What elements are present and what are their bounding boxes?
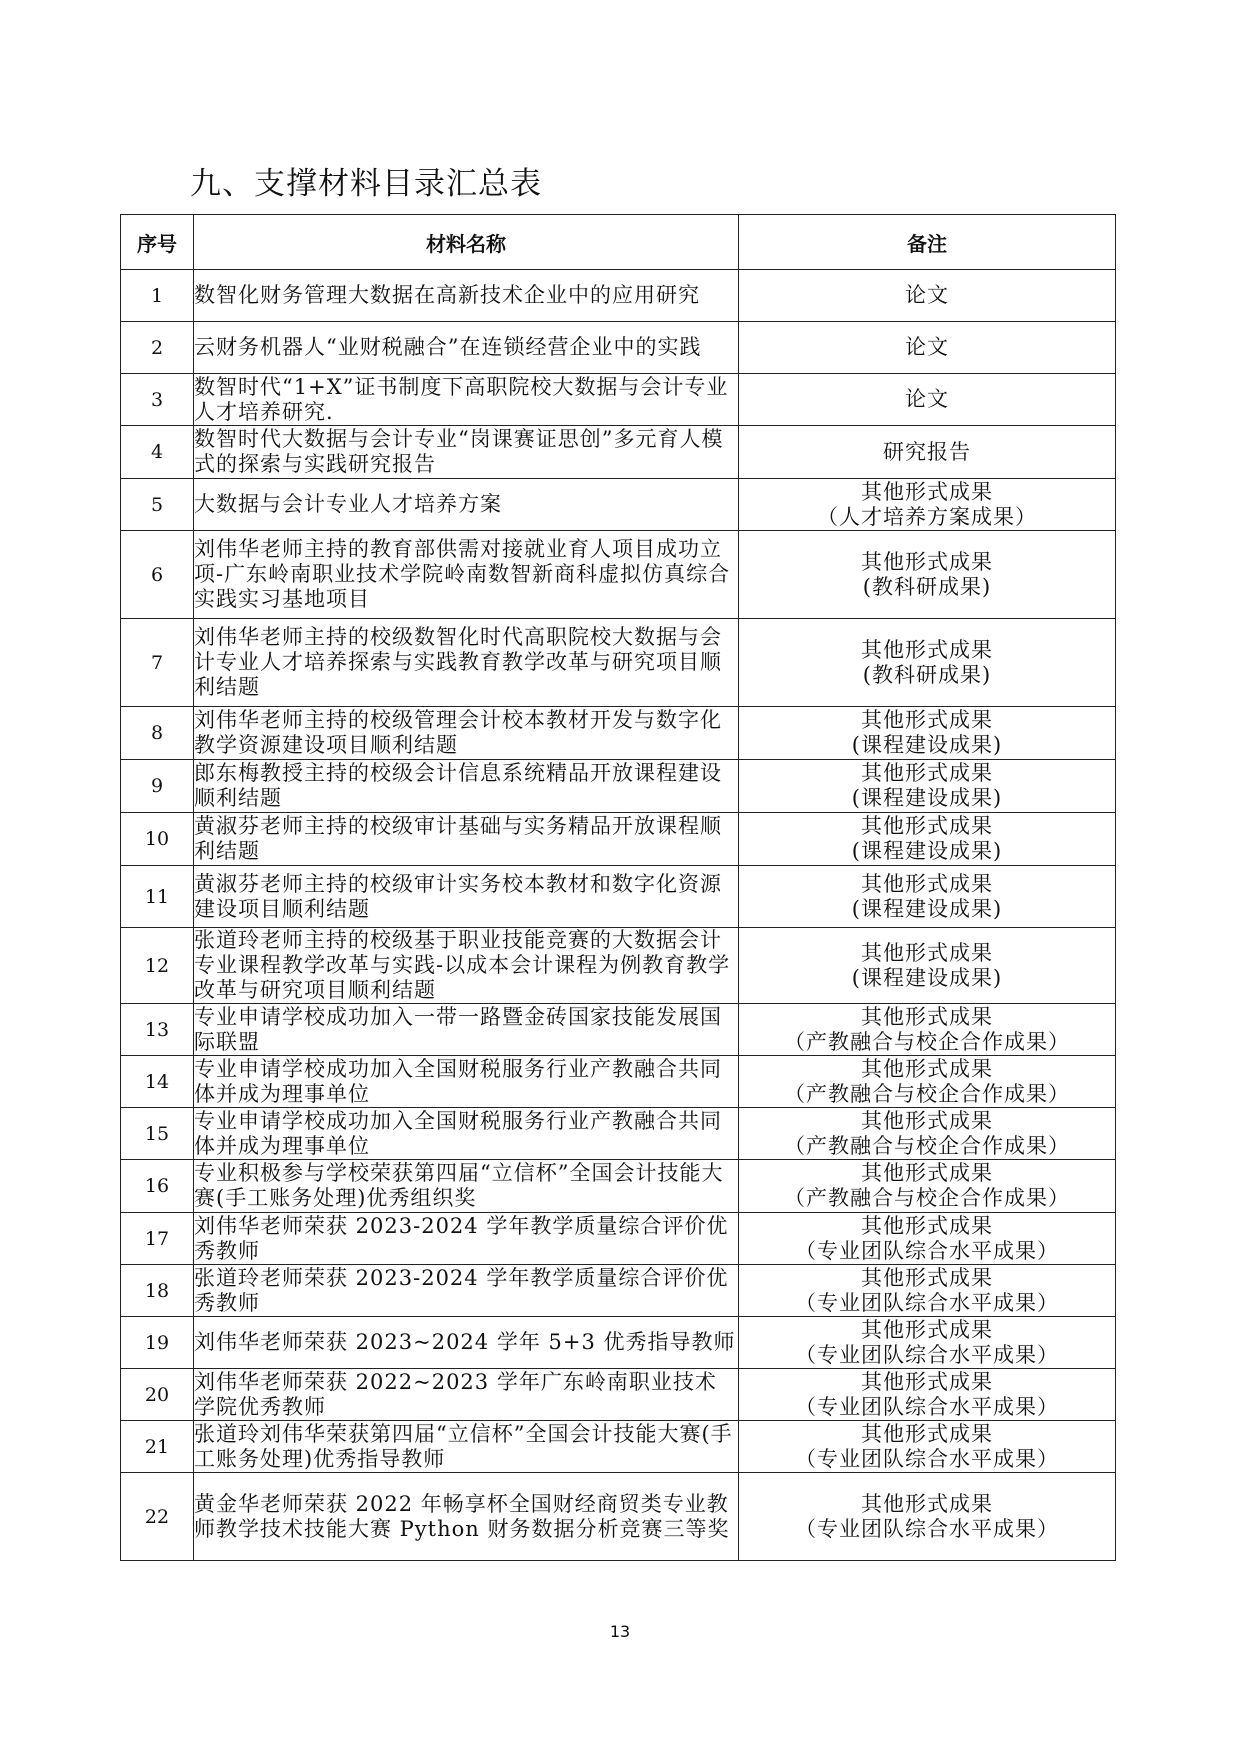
table-row [121,1160,1116,1213]
table-row [121,1213,1116,1265]
row-number: 19 [121,1317,194,1369]
material-note: 其他形式成果 (教科研成果) [739,619,1116,707]
table-row [121,928,1116,1004]
table-row [121,707,1116,760]
row-number: 16 [121,1160,194,1213]
row-number: 20 [121,1369,194,1421]
material-note: 其他形式成果 （专业团队综合水平成果） [739,1317,1116,1369]
row-number: 4 [121,426,194,479]
table-body [121,270,1116,1561]
material-name: 刘伟华老师荣获 2022~2023 学年广东岭南职业技术学院优秀教师 [194,1369,739,1421]
table-row [121,1317,1116,1369]
table-row [121,1004,1116,1056]
row-number: 6 [121,531,194,619]
material-note: 其他形式成果 （产教融合与校企合作成果） [739,1004,1116,1056]
page-number: 13 [609,1622,631,1641]
row-number: 21 [121,1421,194,1473]
material-note: 其他形式成果 （人才培养方案成果） [739,479,1116,531]
material-name: 专业申请学校成功加入全国财税服务行业产教融合共同体并成为理事单位 [194,1056,739,1108]
row-number: 11 [121,866,194,928]
table-row [121,426,1116,479]
material-name: 张道玲刘伟华荣获第四届“立信杯”全国会计技能大赛(手工账务处理)优秀指导教师 [194,1421,739,1473]
row-number: 13 [121,1004,194,1056]
table-row [121,619,1116,707]
table-row [121,760,1116,813]
material-name: 刘伟华老师主持的教育部供需对接就业育人项目成功立项-广东岭南职业技术学院岭南数智新商科虚拟仿真综合实践实习基地项目 [194,531,739,619]
row-number: 14 [121,1056,194,1108]
material-name: 张道玲老师主持的校级基于职业技能竞赛的大数据会计专业课程教学改革与实践-以成本会计课程为例教育教学改革与研究项目顺利结题 [194,928,739,1004]
row-number: 5 [121,479,194,531]
table-row [121,1421,1116,1473]
material-note: 其他形式成果 （专业团队综合水平成果） [739,1265,1116,1317]
row-number: 1 [121,270,194,322]
material-note: 其他形式成果 （专业团队综合水平成果） [739,1213,1116,1265]
table-row [121,1369,1116,1421]
table-row [121,1056,1116,1108]
material-note: 其他形式成果 （产教融合与校企合作成果） [739,1056,1116,1108]
material-name: 郎东梅教授主持的校级会计信息系统精品开放课程建设顺利结题 [194,760,739,813]
table-row [121,813,1116,866]
row-number: 2 [121,322,194,374]
material-note: 其他形式成果 (课程建设成果) [739,707,1116,760]
table-row [121,866,1116,928]
section-title: 九、支撑材料目录汇总表 [190,166,542,202]
header-name: 材料名称 [194,215,739,270]
material-note: 其他形式成果 （专业团队综合水平成果） [739,1369,1116,1421]
table-row [121,270,1116,322]
material-note: 其他形式成果 (课程建设成果) [739,866,1116,928]
material-name: 刘伟华老师主持的校级数智化时代高职院校大数据与会计专业人才培养探索与实践教育教学改革与研究项目顺利结题 [194,619,739,707]
materials-table [120,214,1116,1561]
table-row [121,531,1116,619]
material-name: 大数据与会计专业人才培养方案 [194,479,739,531]
material-note: 其他形式成果 (教科研成果) [739,531,1116,619]
material-name: 云财务机器人“业财税融合”在连锁经营企业中的实践 [194,322,739,374]
material-name: 数智时代大数据与会计专业“岗课赛证思创”多元育人模式的探索与实践研究报告 [194,426,739,479]
material-name: 数智时代“1+X”证书制度下高职院校大数据与会计专业人才培养研究. [194,374,739,426]
table-header-row [121,215,1116,270]
table-row [121,1108,1116,1160]
row-number: 9 [121,760,194,813]
material-name: 刘伟华老师荣获 2023-2024 学年教学质量综合评价优秀教师 [194,1213,739,1265]
material-name: 刘伟华老师主持的校级管理会计校本教材开发与数字化教学资源建设项目顺利结题 [194,707,739,760]
material-name: 黄金华老师荣获 2022 年畅享杯全国财经商贸类专业教师教学技术技能大赛 Python 财务数据分析竞赛三等奖 [194,1473,739,1561]
row-number: 8 [121,707,194,760]
material-note: 其他形式成果 （专业团队综合水平成果） [739,1473,1116,1561]
table-row [121,374,1116,426]
table-row [121,479,1116,531]
material-name: 专业申请学校成功加入一带一路暨金砖国家技能发展国际联盟 [194,1004,739,1056]
row-number: 10 [121,813,194,866]
material-note: 其他形式成果 (课程建设成果) [739,928,1116,1004]
material-name: 张道玲老师荣获 2023-2024 学年教学质量综合评价优秀教师 [194,1265,739,1317]
row-number: 17 [121,1213,194,1265]
material-name: 黄淑芬老师主持的校级审计实务校本教材和数字化资源建设项目顺利结题 [194,866,739,928]
material-name: 专业积极参与学校荣获第四届“立信杯”全国会计技能大赛(手工账务处理)优秀组织奖 [194,1160,739,1213]
table-row [121,1265,1116,1317]
table-row [121,322,1116,374]
material-name: 刘伟华老师荣获 2023~2024 学年 5+3 优秀指导教师 [194,1317,739,1369]
material-note: 其他形式成果 (课程建设成果) [739,760,1116,813]
header-note: 备注 [739,215,1116,270]
row-number: 22 [121,1473,194,1561]
row-number: 12 [121,928,194,1004]
material-name: 数智化财务管理大数据在高新技术企业中的应用研究 [194,270,739,322]
material-note: 其他形式成果 （产教融合与校企合作成果） [739,1160,1116,1213]
row-number: 7 [121,619,194,707]
material-note: 其他形式成果 （产教融合与校企合作成果） [739,1108,1116,1160]
material-note: 论文 [739,270,1116,322]
table-row [121,1473,1116,1561]
material-note: 其他形式成果 （专业团队综合水平成果） [739,1421,1116,1473]
row-number: 15 [121,1108,194,1160]
row-number: 3 [121,374,194,426]
row-number: 18 [121,1265,194,1317]
material-note: 其他形式成果 (课程建设成果) [739,813,1116,866]
material-name: 专业申请学校成功加入全国财税服务行业产教融合共同体并成为理事单位 [194,1108,739,1160]
material-note: 论文 [739,322,1116,374]
header-no: 序号 [121,215,194,270]
material-note: 论文 [739,374,1116,426]
material-note: 研究报告 [739,426,1116,479]
material-name: 黄淑芬老师主持的校级审计基础与实务精品开放课程顺利结题 [194,813,739,866]
